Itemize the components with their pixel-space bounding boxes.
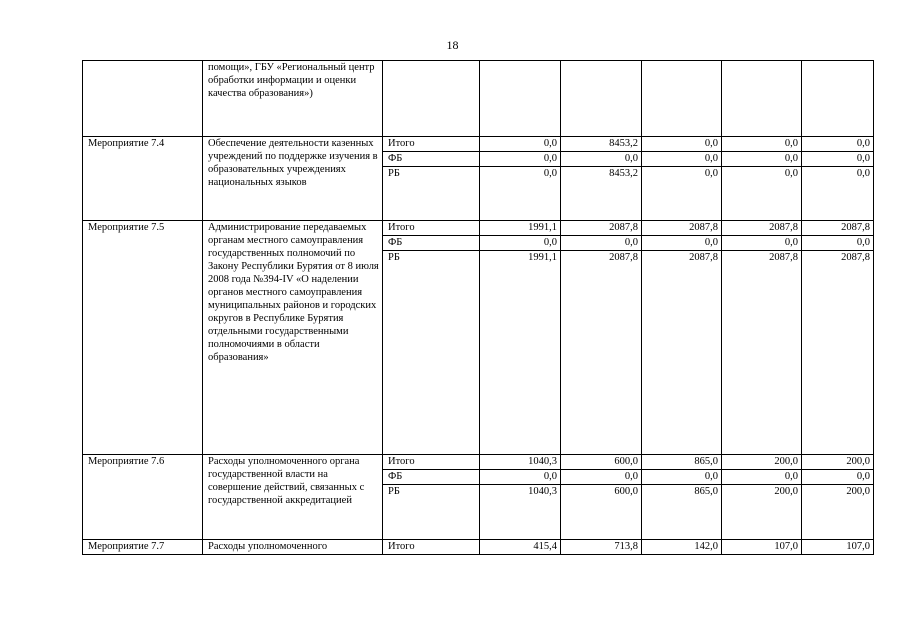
table-row	[83, 455, 874, 470]
value-cell: 1991,1	[480, 221, 561, 236]
value-cell: 107,0	[802, 540, 874, 555]
table-row	[83, 61, 874, 137]
value-cell	[642, 61, 722, 137]
value-cell: 1040,3	[480, 485, 561, 540]
value-cell: 8453,2	[561, 167, 642, 221]
source-cell: РБ	[383, 167, 480, 221]
value-cell: 2087,8	[642, 251, 722, 455]
value-cell	[480, 61, 561, 137]
event-name-cell: Расходы уполномоченного	[203, 540, 383, 555]
value-cell: 0,0	[642, 137, 722, 152]
value-cell: 0,0	[722, 137, 802, 152]
source-cell: ФБ	[383, 470, 480, 485]
value-cell: 600,0	[561, 455, 642, 470]
value-cell: 0,0	[722, 167, 802, 221]
source-cell: Итого	[383, 455, 480, 470]
value-cell: 200,0	[722, 485, 802, 540]
value-cell: 0,0	[642, 152, 722, 167]
value-cell: 415,4	[480, 540, 561, 555]
value-cell: 0,0	[722, 236, 802, 251]
budget-table	[82, 60, 874, 555]
value-cell: 0,0	[561, 470, 642, 485]
value-cell: 0,0	[480, 137, 561, 152]
event-label: Мероприятие 7.5	[83, 221, 203, 455]
value-cell: 200,0	[802, 455, 874, 470]
source-cell: ФБ	[383, 236, 480, 251]
source-cell: РБ	[383, 485, 480, 540]
value-cell: 200,0	[722, 455, 802, 470]
value-cell: 0,0	[802, 152, 874, 167]
value-cell: 0,0	[642, 470, 722, 485]
event-name-cell: Расходы уполномоченного органа государственной власти на совершение действий, связанных с государственной аккредитацией	[203, 455, 383, 540]
value-cell: 0,0	[802, 470, 874, 485]
value-cell: 1991,1	[480, 251, 561, 455]
value-cell: 2087,8	[642, 221, 722, 236]
value-cell: 0,0	[722, 470, 802, 485]
value-cell: 2087,8	[561, 251, 642, 455]
value-cell: 0,0	[642, 236, 722, 251]
value-cell: 0,0	[561, 152, 642, 167]
value-cell: 0,0	[802, 236, 874, 251]
value-cell: 600,0	[561, 485, 642, 540]
value-cell: 0,0	[642, 167, 722, 221]
value-cell: 0,0	[480, 152, 561, 167]
source-cell: РБ	[383, 251, 480, 455]
value-cell: 2087,8	[802, 221, 874, 236]
source-cell: Итого	[383, 137, 480, 152]
value-cell: 2087,8	[722, 221, 802, 236]
table-row	[83, 540, 874, 555]
value-cell: 8453,2	[561, 137, 642, 152]
value-cell: 0,0	[561, 236, 642, 251]
value-cell: 142,0	[642, 540, 722, 555]
event-cell	[83, 61, 203, 137]
value-cell: 713,8	[561, 540, 642, 555]
event-name-cell: Обеспечение деятельности казенных учреждений по поддержке изучения в образовательных учреждениях национальных языков	[203, 137, 383, 221]
source-cell: Итого	[383, 540, 480, 555]
value-cell: 0,0	[480, 236, 561, 251]
source-cell: ФБ	[383, 152, 480, 167]
value-cell: 0,0	[480, 470, 561, 485]
table-row	[83, 137, 874, 152]
value-cell	[722, 61, 802, 137]
value-cell: 0,0	[480, 167, 561, 221]
value-cell: 2087,8	[802, 251, 874, 455]
value-cell: 2087,8	[722, 251, 802, 455]
value-cell: 0,0	[802, 137, 874, 152]
value-cell: 2087,8	[561, 221, 642, 236]
value-cell: 0,0	[802, 167, 874, 221]
event-label: Мероприятие 7.7	[83, 540, 203, 555]
table-row	[83, 221, 874, 236]
event-name-cell: Администрирование передаваемых органам местного самоуправления государственных полномочий по Закону Республики Бурятия от 8 июля 2008 года №394-IV «О наделении органов местного самоуправления муниципальных районов и городских округов в Республике Бурятия отдельными государственными полномочиями в области образования»	[203, 221, 383, 455]
event-label: Мероприятие 7.6	[83, 455, 203, 540]
value-cell: 0,0	[722, 152, 802, 167]
value-cell	[802, 61, 874, 137]
value-cell	[561, 61, 642, 137]
page-number: 18	[446, 38, 459, 52]
value-cell: 107,0	[722, 540, 802, 555]
value-cell: 865,0	[642, 485, 722, 540]
source-cell: Итого	[383, 221, 480, 236]
event-name-cell: помощи», ГБУ «Региональный центр обработки информации и оценки качества образования»)	[203, 61, 383, 137]
event-label: Мероприятие 7.4	[83, 137, 203, 221]
source-cell	[383, 61, 480, 137]
value-cell: 1040,3	[480, 455, 561, 470]
value-cell: 200,0	[802, 485, 874, 540]
value-cell: 865,0	[642, 455, 722, 470]
